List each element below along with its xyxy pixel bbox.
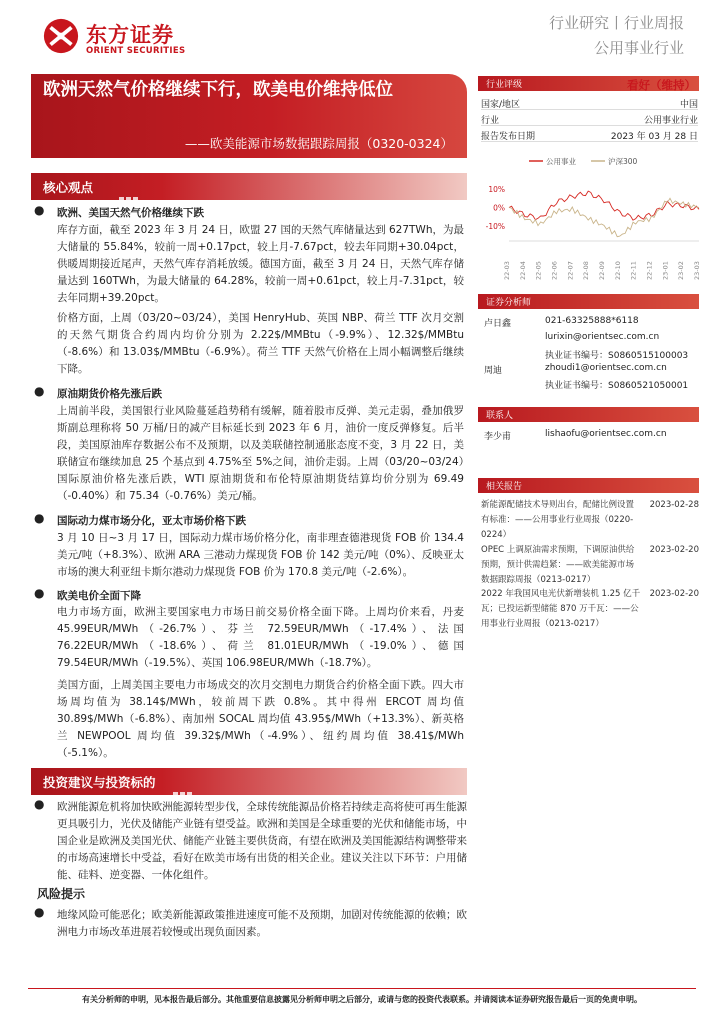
x-tick-label: 22-08: [582, 261, 591, 280]
invest-header: [31, 768, 467, 795]
report-title: 欧洲天然气价格继续下行，欧美电价维持低位: [43, 80, 393, 100]
footer-divider: [28, 988, 696, 989]
risk-heading: 风险提示: [37, 887, 86, 901]
risk-paragraph: 地缘风险可能恶化；欧美新能源政策推进速度可能不及预期，加剧对传统能源的依赖；欧洲电力市场改革进展若较慢或出现负面因素。: [57, 909, 467, 938]
point-paragraph: 美国方面，上周美国主要电力市场成交的次月交割电力期货合约价格全面下跌。四大市场周均值为 38.14$/MWh，较前周下跌 0.8%。其中得州 ERCOT 周均值 30.89$/MWh（-6.8%）、南加州 SOCAL 周均值 43.95$/MWh（+13.3%）、新英格兰 NEWPOOL 周均值 39.32$/MWh（-4.9%）、纽约周均值 38.41$/MWh（-5.1%）。: [57, 679, 464, 759]
related-report-title[interactable]: 2022 年我国风电光伏新增装机 1.25 亿千瓦；已投运新型储能 870 万千瓦：——公用事业行业周报（0213-0217）: [481, 589, 641, 629]
related-report[interactable]: [481, 587, 701, 632]
analyst-email[interactable]: zhoudi1@orientsec.com.cn: [545, 363, 667, 373]
logo-text-cn: 东方证券: [86, 23, 174, 47]
x-tick-label: 22-09: [598, 261, 606, 280]
analyst-name: 卢日鑫: [484, 319, 512, 329]
x-tick-label: 22-10: [613, 261, 622, 280]
section-dots-icon: [173, 780, 195, 784]
series-line: [509, 191, 699, 220]
bullet-icon: ●: [34, 586, 45, 600]
x-tick-label: 22-11: [629, 261, 638, 280]
x-tick-label: 23-02: [677, 261, 686, 280]
bullet-icon: ●: [34, 511, 45, 525]
info-row: 报告发布日期 2023 年 03 月 28 日: [481, 127, 698, 142]
x-tick-label: 22-03: [503, 261, 511, 280]
related-report-title[interactable]: OPEC 上调原油需求预期，下调原油供给预期，预计供需趋紧：——欧美能源市场数据跟踪周报（0213-0217）: [481, 545, 635, 585]
legend-label: 沪深300: [608, 157, 638, 166]
related-report-date: 2023-02-20: [649, 589, 699, 599]
point-paragraph: 电力市场方面，欧洲主要国家电力市场日前交易价格全面下降。上周均价来看，丹麦 45.99EUR/MWh（-26.7%）、芬兰 72.59EUR/MWh（-17.4%）、法国 76.22EUR/MWh（-18.6%）、荷兰 81.01EUR/MWh（-19.0%）、德国 79.54EUR/MWh（-19.5%）、英国 106.98EUR/MWh（-18.7%）。: [57, 606, 464, 669]
rating-value: 看好（维持）: [627, 78, 696, 92]
point-paragraph: 价格方面，上周（03/20~03/24），美国 HenryHub、英国 NBP、荷兰 TTF 次月交割的天然气期货合约周内均价分别为 2.22$/MMBtu（-9.9%）、12.32$/MMBtu（-8.6%）和 13.03$/MMBtu（-6.9%）。荷兰 TTF 天然气价格在上周小幅调整后继续下降。: [57, 312, 464, 375]
section-dots-icon: [119, 185, 141, 189]
bullet-icon: ●: [34, 797, 45, 811]
invest-title: 投资建议与投资标的: [43, 775, 156, 790]
x-tick-label: 23-03: [693, 261, 701, 280]
contact-name: 李少甫: [484, 432, 512, 442]
series-line: [509, 198, 699, 236]
contact-email[interactable]: lishaofu@orientsec.com.cn: [545, 429, 667, 439]
related-report-date: 2023-02-20: [649, 545, 699, 555]
report-subtitle: ——欧美能源市场数据跟踪周报（0320-0324）: [184, 136, 453, 151]
point-paragraph: 上周前半段，美国银行业风险蔓延趋势稍有缓解，随着股市反弹、美元走弱，叠加俄罗斯副总理称将 50 万桶/日的减产目标延长到 2023 年 6 月，油价一度反弹修复。后半段，美国原油库存数据公布不及预期，以及美联储控制通胀态度不变，3 月 22 日，美联储宣布继续加息 25 个基点到 4.75%至 5%之间，油价走弱。上周（03/20~03/24）国际原油价格先涨后跌，WTI 原油期货和布伦特原油期货结算均价分别为 69.49（-0.40%）和 75.34（-0.76%）美元/桶。: [57, 405, 464, 502]
x-tick-label: 22-07: [566, 261, 575, 280]
related-header: [478, 478, 699, 493]
contact-label: 联系人: [486, 411, 514, 421]
related-report[interactable]: [481, 498, 701, 543]
bullet-icon: ●: [34, 905, 45, 919]
point-paragraph: 3 月 10 日~3 月 17 日，国际动力煤市场价格分化，南非理查德港现货 FOB 价 134.4 美元/吨（+8.3%）、欧洲 ARA 三港动力煤现货 FOB 价 142 美元/吨（0%）、反映亚太市场的澳大利亚纽卡斯尔港动力煤现货 FOB 价为 170.8 美元/吨（-2.6%）。: [57, 532, 464, 578]
x-tick-label: 22-04: [518, 261, 527, 280]
logo-mark-icon: [42, 17, 80, 55]
core-view-title: 核心观点: [43, 180, 94, 195]
analyst-email[interactable]: lurixin@orientsec.com.cn: [545, 332, 660, 342]
related-report-title[interactable]: 新能源配储技术导则出台，配储比例设置有标准：——公用事业行业周报（0220-0224）: [481, 500, 635, 540]
related-report[interactable]: [481, 543, 701, 588]
analyst-cert: 执业证书编号：S0860515100003: [545, 351, 689, 361]
analyst-header: [478, 294, 699, 309]
contact-header: [478, 407, 699, 422]
logo-text-en: ORIENT SECURITIES: [86, 46, 186, 56]
info-row: 国家/地区 中国: [481, 95, 698, 110]
y-tick-label: 0%: [493, 203, 505, 213]
performance-chart: [481, 150, 706, 285]
point-paragraph: 库存方面，截至 2023 年 3 月 24 日，欧盟 27 国的天然气库储量达到 627TWh，为最大储量的 55.84%，较前一周+0.17pct，较上月-7.67pct，较去年同期+30.04pct，供暖周期接近尾声，天然气库存消耗放缓。德国方面，截至 3 月 24 日，天然气库存储量达到 160TWh，为最大储量的 64.28%，较前一周+0.61pct，较上月-7.31pct，较去年同期+39.20pct。: [57, 224, 464, 304]
legend-label: 公用事业: [546, 157, 576, 166]
related-report-date: 2023-02-28: [649, 500, 699, 510]
rating-label: 行业评级: [486, 80, 523, 90]
point-heading: 欧美电价全面下降: [57, 590, 141, 602]
x-tick-label: 23-01: [661, 261, 670, 280]
info-row: 行业 公用事业行业: [481, 111, 698, 126]
point-heading: 欧洲、美国天然气价格继续下跌: [57, 207, 204, 219]
x-tick-label: 22-05: [534, 261, 543, 280]
related-label: 相关报告: [486, 482, 523, 492]
y-tick-label: -10%: [485, 221, 505, 231]
company-logo: [42, 15, 192, 59]
report-category: 行业研究丨行业周报: [548, 14, 684, 32]
y-tick-label: 10%: [488, 185, 505, 195]
point-heading: 国际动力煤市场分化，亚太市场价格下跌: [57, 515, 246, 527]
title-banner: [31, 74, 467, 158]
bullet-icon: ●: [34, 384, 45, 398]
point-heading: 原油期货价格先涨后跌: [57, 388, 162, 400]
core-view-header: [31, 173, 467, 200]
analyst-cert: 执业证书编号：S0860521050001: [545, 381, 689, 391]
analyst-label: 证券分析师: [486, 298, 532, 308]
x-tick-label: 22-06: [550, 261, 559, 280]
report-industry: 公用事业行业: [593, 39, 684, 57]
invest-paragraph: 欧洲能源危机将加快欧洲能源转型步伐，全球传统能源品价格若持续走高将使可再生能源更具吸引力，光伏及储能产业链有望受益。欧洲和美国是全球重要的光伏和储能市场，中国企业是欧洲及美国光伏、储能产业链主要供货商，有望在欧洲及美国能源结构调整带来的市场高速增长中受益，看好在欧美市场有出货的相关企业。建议关注以下环节：户用储能、硅料、逆变器、一体化组件。: [57, 801, 467, 881]
bullet-icon: ●: [34, 203, 45, 217]
footer-disclaimer: 有关分析师的申明，见本报告最后部分。其他重要信息披露见分析师申明之后部分，或请与您的投资代表联系。并请阅读本证券研究报告最后一页的免责申明。: [82, 995, 642, 1004]
analyst-name: 周迪: [484, 366, 503, 376]
x-tick-label: 22-12: [645, 261, 654, 280]
analyst-phone: 021-63325888*6118: [545, 316, 639, 326]
